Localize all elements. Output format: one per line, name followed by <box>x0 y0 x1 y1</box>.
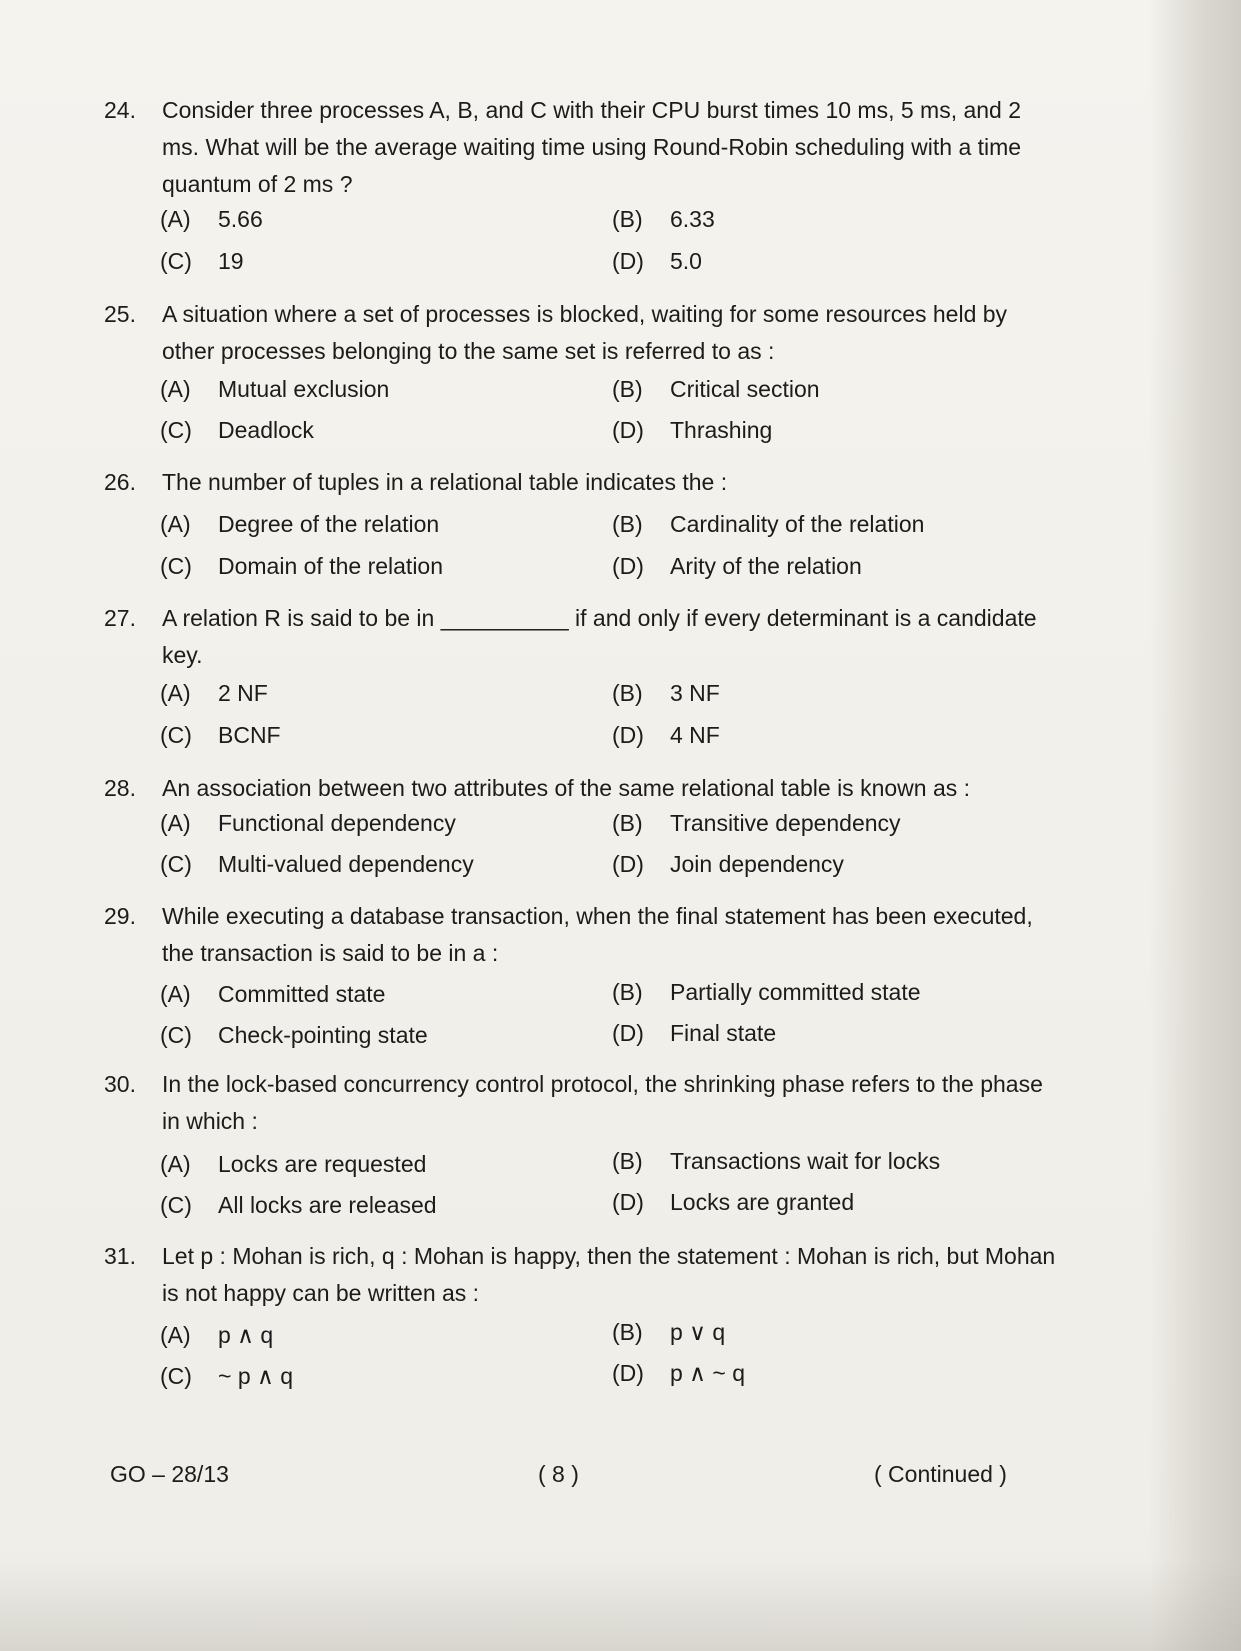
option-d: (D) Arity of the relation <box>612 553 862 579</box>
option-b: (B) Critical section <box>612 376 820 402</box>
option-a: (A) Locks are requested <box>160 1151 427 1177</box>
question-25 <box>104 296 1064 370</box>
page-number: ( 8 ) <box>538 1461 579 1487</box>
option-b: (B) Partially committed state <box>612 979 921 1005</box>
question-number: 27. <box>104 605 136 631</box>
option-b: (B) p ∨ q <box>612 1319 726 1345</box>
option-d: (D) p ∧ ~ q <box>612 1360 746 1386</box>
question-number: 26. <box>104 469 136 495</box>
option-c: (C) All locks are released <box>160 1192 437 1218</box>
option-a: (A) 2 NF <box>160 680 268 706</box>
option-c: (C) Check-pointing state <box>160 1022 428 1048</box>
question-text: A relation R is said to be in __________ if and only if every determinant is a candidate key. <box>162 605 1037 668</box>
question-text: A situation where a set of processes is blocked, waiting for some resources held by other processes belonging to the same set is referred to as : <box>162 301 1008 364</box>
question-27 <box>104 600 1064 674</box>
question-number: 29. <box>104 903 136 929</box>
question-text: While executing a database transaction, when the final statement has been executed, the transaction is said to be in a : <box>162 903 1033 966</box>
question-text: In the lock-based concurrency control protocol, the shrinking phase refers to the phase in which : <box>162 1071 1043 1134</box>
option-a: (A) Committed state <box>160 981 386 1007</box>
option-b: (B) Cardinality of the relation <box>612 511 925 537</box>
option-c: (C) Multi-valued dependency <box>160 851 474 877</box>
page-edge-shadow <box>1149 0 1241 1651</box>
question-number: 28. <box>104 775 136 801</box>
option-c: (C) Domain of the relation <box>160 553 444 579</box>
option-d: (D) 4 NF <box>612 722 720 748</box>
option-d: (D) Locks are granted <box>612 1189 855 1215</box>
question-number: 31. <box>104 1243 136 1269</box>
continued-label: ( Continued ) <box>874 1461 1007 1487</box>
option-c: (C) ~ p ∧ q <box>160 1363 294 1389</box>
question-number: 25. <box>104 301 136 327</box>
option-c: (C) BCNF <box>160 722 281 748</box>
paper-code: GO – 28/13 <box>110 1461 229 1487</box>
option-a: (A) Degree of the relation <box>160 511 440 537</box>
question-text: An association between two attributes of the same relational table is known as : <box>162 775 971 801</box>
option-c: (C) Deadlock <box>160 417 314 443</box>
question-number: 24. <box>104 97 136 123</box>
page-bottom-shadow <box>0 1560 1241 1651</box>
question-number: 30. <box>104 1071 136 1097</box>
question-31 <box>104 1238 1064 1312</box>
option-b: (B) 3 NF <box>612 680 720 706</box>
question-text: The number of tuples in a relational table indicates the : <box>162 469 728 495</box>
option-d: (D) 5.0 <box>612 248 702 274</box>
question-24 <box>104 92 1064 203</box>
option-b: (B) 6.33 <box>612 206 715 232</box>
option-a: (A) p ∧ q <box>160 1322 274 1348</box>
question-26 <box>104 464 1064 501</box>
question-29 <box>104 898 1064 972</box>
question-28 <box>104 770 1064 807</box>
question-text: Let p : Mohan is rich, q : Mohan is happy, then the statement : Mohan is rich, but Mohan is not happy can be written as : <box>162 1243 1056 1306</box>
option-d: (D) Thrashing <box>612 417 773 443</box>
option-b: (B) Transitive dependency <box>612 810 901 836</box>
option-a: (A) Mutual exclusion <box>160 376 390 402</box>
option-d: (D) Final state <box>612 1020 777 1046</box>
option-b: (B) Transactions wait for locks <box>612 1148 941 1174</box>
option-a: (A) Functional dependency <box>160 810 456 836</box>
option-d: (D) Join dependency <box>612 851 844 877</box>
question-30 <box>104 1066 1064 1140</box>
option-a: (A) 5.66 <box>160 206 263 232</box>
option-c: (C) 19 <box>160 248 244 274</box>
question-text: Consider three processes A, B, and C with their CPU burst times 10 ms, 5 ms, and 2 ms. What will be the average waiting time using Round-Robin scheduling with a time quantum of 2 ms ? <box>162 97 1022 197</box>
